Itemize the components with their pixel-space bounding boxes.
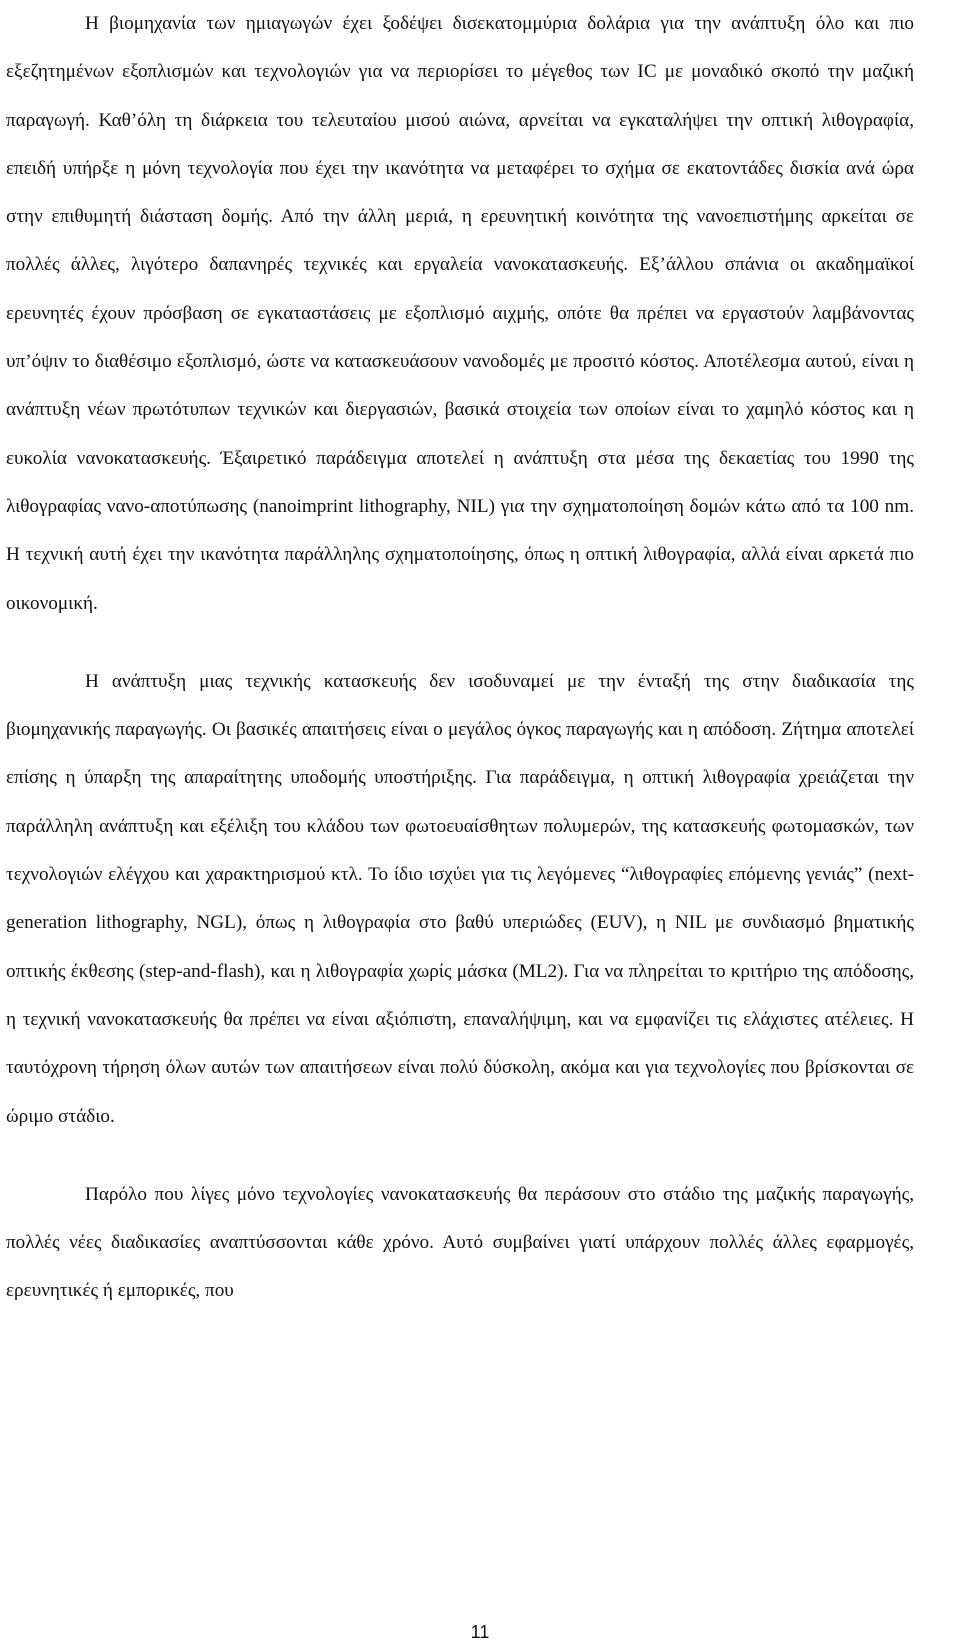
page-number: 11 (470, 1622, 490, 1642)
paragraph-production-requirements: Η ανάπτυξη μιας τεχνικής κατασκευής δεν ισοδυναμεί με την ένταξή της στην διαδικασία της βιομηχανικής παραγωγής. Οι βασικές απαιτήσεις είναι ο μεγάλος όγκος παραγωγής και η απόδοση. Ζήτημα αποτελεί επίσης η ύπαρξη της απαραίτητης υποδομής υποστήριξης. Για παράδειγμα, η οπτική λιθογραφία χρειάζεται την παράλληλη ανάπτυξη και εξέλιξη του κλάδου των φωτοευαίσθητων πολυμερών, της κατασκευής φωτομασκών, των τεχνολογιών ελέγχου και χαρακτηρισμού κτλ. Το ίδιο ισχύει για τις λεγόμενες “λιθογραφίες επόμενης γενιάς” (next-generation lithography, NGL), όπως η λιθογραφία στο βαθύ υπεριώδες (EUV), η NIL με συνδιασμό βηματικής οπτικής έκθεσης (step-and-flash), και η λιθογραφία χωρίς μάσκα (ML2). Για να πληρείται το κριτήριο της απόδοσης, η τεχνική νανοκατασκευής θα πρέπει να είναι αξιόπιστη, επαναλήψιμη, και να εμφανίζει τις ελάχιστες ατέλειες. Η ταυτόχρονη τήρηση όλων αυτών των απαιτήσεων είναι πολύ δύσκολη, ακόμα και για τεχνολογίες που βρίσκονται σε ώριμο στάδιο. (6, 670, 914, 1127)
paragraph-ic-industry: Η βιομηχανία των ημιαγωγών έχει ξοδέψει δισεκατομμύρια δολάρια για την ανάπτυξη όλο και πιο εξεζητημένων εξοπλισμών και τεχνολογιών για να περιορίσει το μέγεθος των IC με μοναδικό σκοπό την μαζική παραγωγή. Καθ’όλη τη διάρκεια του τελευταίου μισού αιώνα, αρνείται να εγκαταλήψει την οπτική λιθογραφία, επειδή υπήρξε η μόνη τεχνολογία που έχει την ικανότητα να μεταφέρει το σχήμα σε εκατοντάδες δισκία ανά ώρα στην επιθυμητή διάσταση δομής. Από την άλλη μεριά, η ερευνητική κοινότητα της νανοεπιστήμης αρκείται σε πολλές άλλες, λιγότερο δαπανηρές τεχνικές και εργαλεία νανοκατασκευής. Εξ’άλλου σπάνια οι ακαδημαϊκοί ερευνητές έχουν πρόσβαση σε εγκαταστάσεις με εξοπλισμό αιχμής, οπότε θα πρέπει να εργαστούν λαμβάνοντας υπ’όψιν το διαθέσιμο εξοπλισμό, ώστε να κατασκευάσουν νανοδομές με προσιτό κόστος. Αποτέλεσμα αυτού, είναι η ανάπτυξη νέων πρωτότυπων τεχνικών και διεργασιών, βασικά στοιχεία των οποίων είναι το χαμηλό κόστος και η ευκολία νανοκατασκευής. Έξαιρετικό παράδειγμα αποτελεί η ανάπτυξη στα μέσα της δεκαετίας του 1990 της λιθογραφίας νανο-αποτύπωσης (nanoimprint lithography, NIL) για την σχηματοποίηση δομών κάτω από τα 100 nm. Η τεχνική αυτή έχει την ικανότητα παράλληλης σχηματοποίησης, όπως η οπτική λιθογραφία, αλλά είναι αρκετά πιο οικονομική. (6, 13, 914, 614)
paragraph-new-processes: Παρόλο που λίγες μόνο τεχνολογίες νανοκατασκευής θα περάσουν στο στάδιο της μαζικής παραγωγής, πολλές νέες διαδικασίες αναπτύσσονται κάθε χρόνο. Αυτό συμβαίνει γιατί υπάρχουν πολλές άλλες εφαρμογές, ερευνητικές ή εμπορικές, που (6, 1183, 914, 1302)
document-body (6, 0, 914, 1316)
